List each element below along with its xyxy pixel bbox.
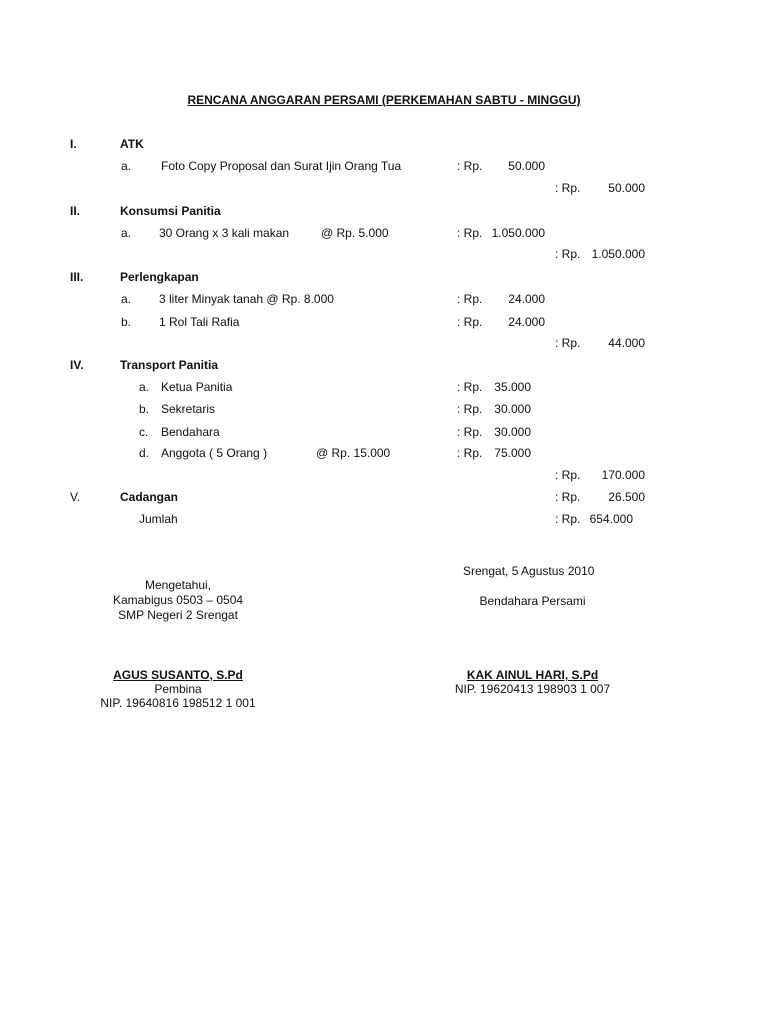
document-title: RENCANA ANGGARAN PERSAMI (PERKEMAHAN SABTU - MINGGU) — [187, 93, 581, 107]
item-description: Ketua Panitia — [161, 380, 233, 394]
section-number: IV. — [70, 358, 84, 372]
item-amount: : Rp. 1.050.000 — [457, 226, 545, 240]
section-number: I. — [70, 137, 77, 151]
section-subtotal: : Rp. 26.500 — [555, 490, 645, 504]
item-letter: a. — [139, 380, 150, 394]
section-number: III. — [70, 270, 84, 284]
left-signer-nip: NIP. 19640816 198512 1 001 — [100, 696, 256, 710]
item-description: Sekretaris — [161, 402, 216, 416]
place-date: Srengat, 5 Agustus 2010 — [463, 564, 595, 578]
section-subtotal: : Rp. 44.000 — [555, 336, 645, 350]
left-signer-role: Pembina — [154, 682, 202, 696]
item-letter: a. — [121, 159, 132, 173]
acknowledged-label: Mengetahui, — [144, 578, 212, 592]
item-description: Anggota ( 5 Orang ) — [161, 446, 268, 460]
section-subtotal: : Rp. 170.000 — [555, 468, 645, 482]
item-description: Bendahara — [161, 425, 220, 439]
right-signer-nip: NIP. 19620413 198903 1 007 — [454, 682, 611, 696]
section-number: II. — [70, 204, 81, 218]
item-amount: : Rp. 30.000 — [457, 425, 531, 439]
item-letter: b. — [139, 402, 150, 416]
total-label: Jumlah — [139, 512, 178, 526]
item-unit-price: @ Rp. 15.000 — [316, 446, 391, 460]
section-subtotal: : Rp. 1.050.000 — [555, 247, 645, 261]
right-signer-name: KAK AINUL HARI, S.Pd — [466, 668, 599, 682]
total-amount: : Rp. 654.000 — [555, 512, 633, 526]
item-amount: : Rp. 30.000 — [457, 402, 531, 416]
item-letter: c. — [139, 425, 149, 439]
item-description: 30 Orang x 3 kali makan — [159, 226, 290, 240]
item-letter: a. — [121, 292, 132, 306]
item-amount: : Rp. 75.000 — [457, 446, 531, 460]
section-heading: Cadangan — [120, 490, 179, 504]
item-amount: : Rp. 35.000 — [457, 380, 531, 394]
item-unit-price: @ Rp. 5.000 — [321, 226, 389, 240]
section-subtotal: : Rp. 50.000 — [555, 181, 645, 195]
item-amount: : Rp. 24.000 — [457, 315, 545, 329]
item-description: Foto Copy Proposal dan Surat Ijin Orang Tua — [161, 159, 402, 173]
section-number: V. — [70, 490, 81, 504]
right-signer-role: Bendahara Persami — [479, 594, 586, 608]
item-letter: d. — [139, 446, 150, 460]
item-description: 3 liter Minyak tanah @ Rp. 8.000 — [159, 292, 334, 306]
left-signer-title: Kamabigus 0503 – 0504 — [112, 593, 244, 607]
item-amount: : Rp. 24.000 — [457, 292, 545, 306]
item-letter: a. — [121, 226, 132, 240]
section-heading: ATK — [120, 137, 144, 151]
section-heading: Perlengkapan — [120, 270, 199, 284]
left-signer-name: AGUS SUSANTO, S.Pd — [113, 668, 243, 682]
section-heading: Konsumsi Panitia — [120, 204, 221, 218]
item-letter: b. — [121, 315, 132, 329]
school-name: SMP Negeri 2 Srengat — [118, 608, 238, 622]
item-description: 1 Rol Tali Rafia — [159, 315, 240, 329]
section-heading: Transport Panitia — [120, 358, 219, 372]
item-amount: : Rp. 50.000 — [457, 159, 545, 173]
